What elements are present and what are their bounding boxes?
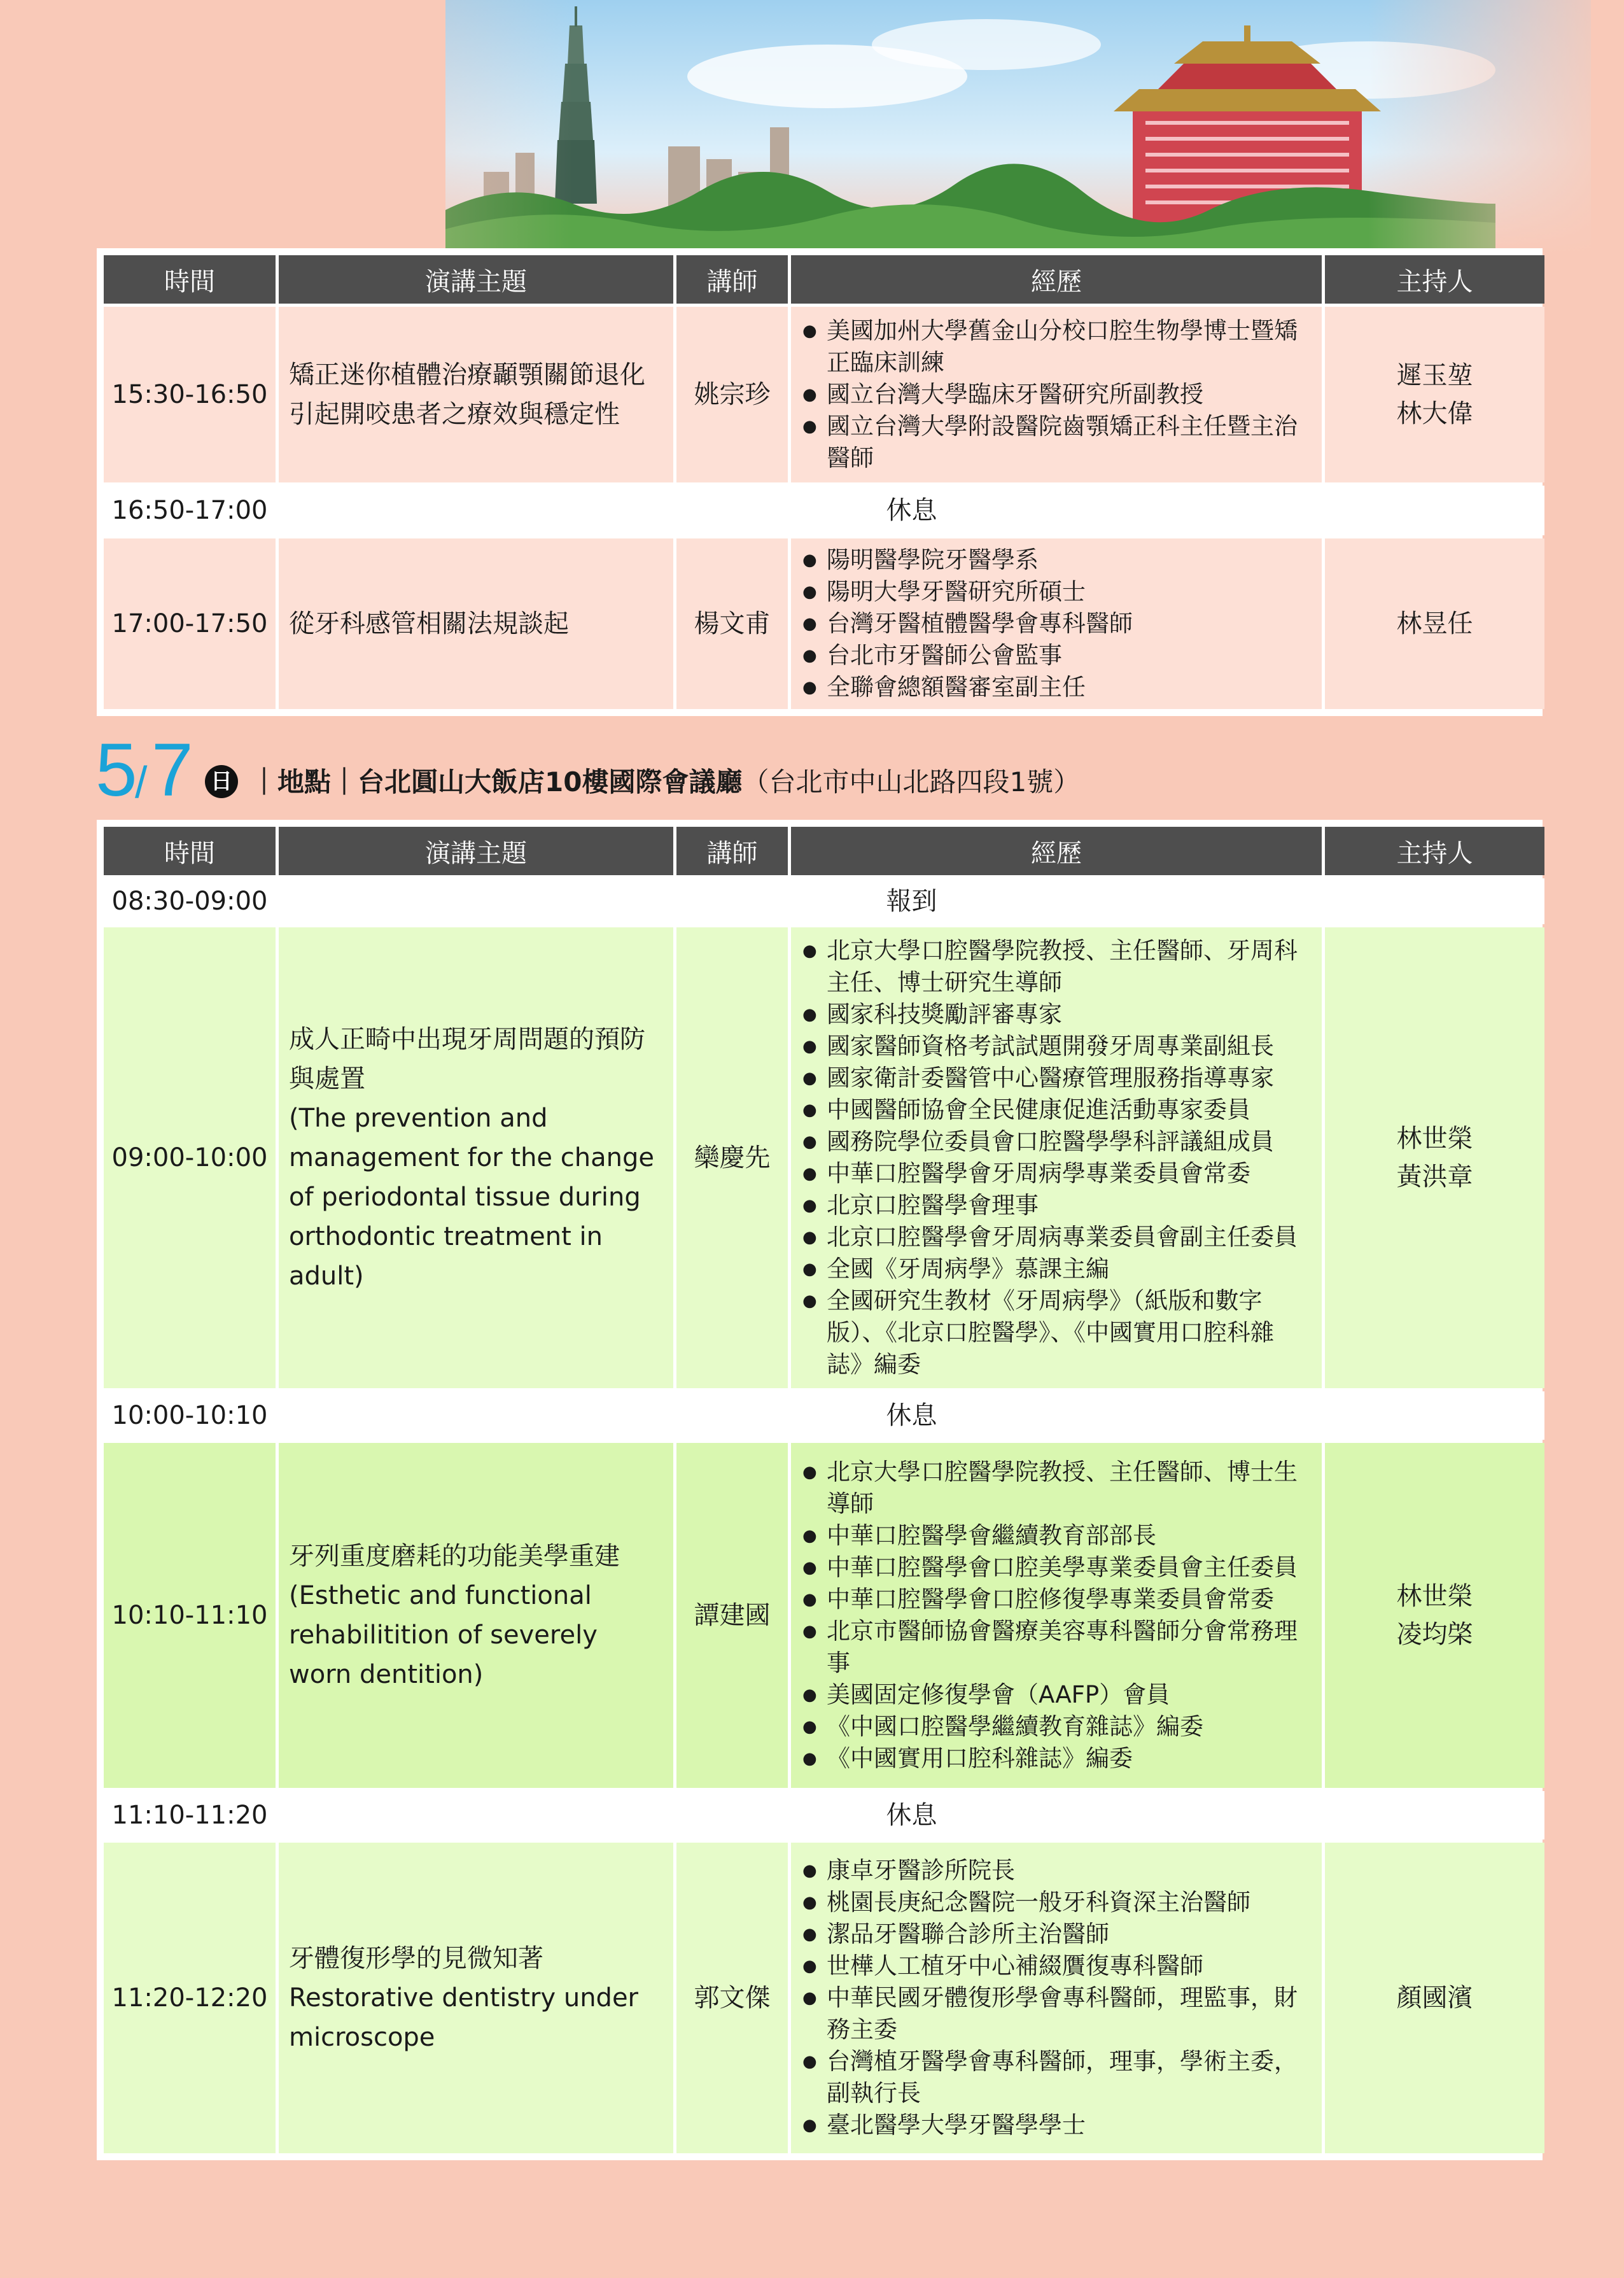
session-topic: 從牙科感管相關法規談起	[279, 538, 673, 709]
bio-item: ● 美國固定修復學會（AAFP）會員	[801, 1679, 1308, 1711]
break-row	[104, 1791, 1544, 1839]
table-row	[104, 1443, 1544, 1788]
schedule-table-2	[97, 820, 1543, 2160]
col-header-topic: 演講主題	[279, 255, 673, 304]
col-header-time: 時間	[104, 827, 276, 875]
weekday-badge: 日	[205, 765, 238, 798]
bio-item: ● 美國加州大學舊金山分校口腔生物學博士暨矯正臨床訓練	[801, 315, 1308, 379]
bio-item: ● 世樺人工植牙中心補綴贋復專科醫師	[801, 1950, 1308, 1982]
host-name: 顏國濱	[1396, 1983, 1473, 2013]
speaker-bio	[791, 1843, 1322, 2153]
host-name: 林世榮	[1396, 1124, 1473, 1153]
topic-en: Restorative dentistry under microscope	[289, 1983, 639, 2052]
col-header-host: 主持人	[1325, 255, 1544, 304]
bio-item: ● 國務院學位委員會口腔醫學學科評議組成員	[801, 1126, 1308, 1158]
table-row	[104, 927, 1544, 1388]
speaker-bio	[791, 307, 1322, 482]
break-time: 10:00-10:10	[104, 1391, 276, 1440]
speaker-name: 郭文傑	[676, 1843, 788, 2153]
date-venue-line	[95, 728, 1559, 812]
bio-item: ● 潔品牙醫聯合診所主治醫師	[801, 1918, 1308, 1950]
bio-item: ● 《中國口腔醫學繼續教育雜誌》編委	[801, 1711, 1308, 1743]
bio-item: ● 中華口腔醫學會口腔美學專業委員會主任委員	[801, 1552, 1308, 1584]
date-month: 5	[95, 728, 137, 812]
table-header-row	[104, 255, 1544, 304]
bio-item: ● 陽明大學牙醫研究所碩士	[801, 576, 1308, 608]
speaker-name: 欒慶先	[676, 927, 788, 1388]
venue-name: 台北圓山大飯店10樓國際會議廳	[358, 766, 743, 798]
host-name: 林昱任	[1396, 609, 1473, 638]
session-time: 15:30-16:50	[104, 307, 276, 482]
session-hosts	[1325, 1443, 1544, 1788]
bio-item: ● 康卓牙醫診所院長	[801, 1855, 1308, 1887]
break-row	[104, 486, 1544, 535]
bio-item: ● 國立台灣大學臨床牙醫研究所副教授	[801, 379, 1308, 411]
bio-item: ● 中華口腔醫學會繼續教育部部長	[801, 1520, 1308, 1552]
topic-zh: 牙列重度磨耗的功能美學重建	[289, 1542, 620, 1571]
bio-item: ● 臺北醫學大學牙醫學學士	[801, 2109, 1308, 2141]
table-header-row	[104, 827, 1544, 875]
bio-item: ● 北京口腔醫學會理事	[801, 1190, 1308, 1221]
bio-item: ● 全國《牙周病學》慕課主編	[801, 1253, 1308, 1285]
col-header-bio: 經歷	[791, 827, 1322, 875]
col-header-time: 時間	[104, 255, 276, 304]
speaker-name: 譚建國	[676, 1443, 788, 1788]
bio-item: ● 北京大學口腔醫學院教授、主任醫師、牙周科主任、博士研究生導師	[801, 935, 1308, 999]
bio-item: ● 國家醫師資格考試試題開發牙周專業副組長	[801, 1030, 1308, 1062]
table-row	[104, 538, 1544, 709]
date-slash: /	[135, 757, 148, 807]
bio-item: ● 北京市醫師協會醫療美容專科醫師分會常務理事	[801, 1615, 1308, 1679]
topic-zh: 成人正畸中出現牙周問題的預防與處置	[289, 1025, 645, 1093]
speaker-bio	[791, 927, 1322, 1388]
venue-address: （台北市中山北路四段1號）	[742, 766, 1081, 798]
bio-item: ● 國家衛計委醫管中心醫療管理服務指導專家	[801, 1062, 1308, 1094]
host-name: 凌均棨	[1396, 1620, 1473, 1649]
session-topic	[279, 1443, 673, 1788]
bio-item: ● 陽明醫學院牙醫學系	[801, 544, 1308, 576]
bio-item: ● 北京口腔醫學會牙周病專業委員會副主任委員	[801, 1221, 1308, 1253]
bio-item: ● 台北市牙醫師公會監事	[801, 640, 1308, 671]
bio-item: ● 全聯會總額醫審室副主任	[801, 671, 1308, 703]
session-time: 17:00-17:50	[104, 538, 276, 709]
host-name: 遲玉堃	[1396, 361, 1473, 390]
bio-item: ● 《中國實用口腔科雜誌》編委	[801, 1743, 1308, 1775]
table-row	[104, 1843, 1544, 2153]
bio-item: ● 國家科技獎勵評審專家	[801, 999, 1308, 1030]
session-time: 11:20-12:20	[104, 1843, 276, 2153]
topic-zh: 牙體復形學的見微知著	[289, 1944, 543, 1973]
session-hosts	[1325, 927, 1544, 1388]
session-topic	[279, 1843, 673, 2153]
speaker-bio	[791, 538, 1322, 709]
break-label: 休息	[279, 1791, 1544, 1839]
bio-item: ● 北京大學口腔醫學院教授、主任醫師、博士生導師	[801, 1456, 1308, 1520]
header-illustration	[0, 0, 1624, 255]
venue-text	[251, 765, 1080, 799]
session-time: 10:10-11:10	[104, 1443, 276, 1788]
break-row	[104, 878, 1544, 924]
host-name: 林世榮	[1396, 1582, 1473, 1611]
break-time: 16:50-17:00	[104, 486, 276, 535]
session-time: 09:00-10:00	[104, 927, 276, 1388]
bio-item: ● 中華口腔醫學會牙周病學專業委員會常委	[801, 1158, 1308, 1190]
topic-en: (Esthetic and functional rehabilitition of severely worn dentition)	[289, 1581, 598, 1689]
break-label: 報到	[279, 878, 1544, 924]
date-day: 7	[151, 728, 193, 812]
col-header-speaker: 講師	[676, 827, 788, 875]
table-row	[104, 307, 1544, 482]
session-hosts	[1325, 1843, 1544, 2153]
topic-en: (The prevention and management for the change of periodontal tissue during orthodontic treatment in adult)	[289, 1104, 654, 1291]
break-label: 休息	[279, 1391, 1544, 1440]
venue-prefix: ｜地點｜	[251, 766, 358, 798]
speaker-name: 姚宗珍	[676, 307, 788, 482]
session-hosts	[1325, 538, 1544, 709]
col-header-topic: 演講主題	[279, 827, 673, 875]
bio-item: ● 全國研究生教材《牙周病學》（紙版和數字版）、《北京口腔醫學》、《中國實用口腔科雜誌》編委	[801, 1285, 1308, 1381]
session-hosts	[1325, 307, 1544, 482]
host-name: 林大偉	[1396, 399, 1473, 428]
session-topic	[279, 927, 673, 1388]
bio-item: ● 國立台灣大學附設醫院齒顎矯正科主任暨主治醫師	[801, 411, 1308, 474]
col-header-speaker: 講師	[676, 255, 788, 304]
speaker-bio	[791, 1443, 1322, 1788]
col-header-bio: 經歷	[791, 255, 1322, 304]
break-time: 08:30-09:00	[104, 878, 276, 924]
break-label: 休息	[279, 486, 1544, 535]
bio-item: ● 台灣牙醫植體醫學會專科醫師	[801, 608, 1308, 640]
speaker-name: 楊文甫	[676, 538, 788, 709]
session-topic: 矯正迷你植體治療顳顎關節退化引起開咬患者之療效與穩定性	[279, 307, 673, 482]
bio-item: ● 桃園長庚紀念醫院一般牙科資深主治醫師	[801, 1887, 1308, 1918]
bio-item: ● 台灣植牙醫學會專科醫師，理事，學術主委，副執行長	[801, 2046, 1308, 2109]
host-name: 黃洪章	[1396, 1162, 1473, 1192]
col-header-host: 主持人	[1325, 827, 1544, 875]
break-row	[104, 1391, 1544, 1440]
bio-item: ● 中華口腔醫學會口腔修復學專業委員會常委	[801, 1584, 1308, 1615]
bio-item: ● 中國醫師協會全民健康促進活動專家委員	[801, 1094, 1308, 1126]
schedule-table-1	[97, 248, 1543, 716]
break-time: 11:10-11:20	[104, 1791, 276, 1839]
bio-item: ● 中華民國牙體復形學會專科醫師，理監事，財務主委	[801, 1982, 1308, 2046]
